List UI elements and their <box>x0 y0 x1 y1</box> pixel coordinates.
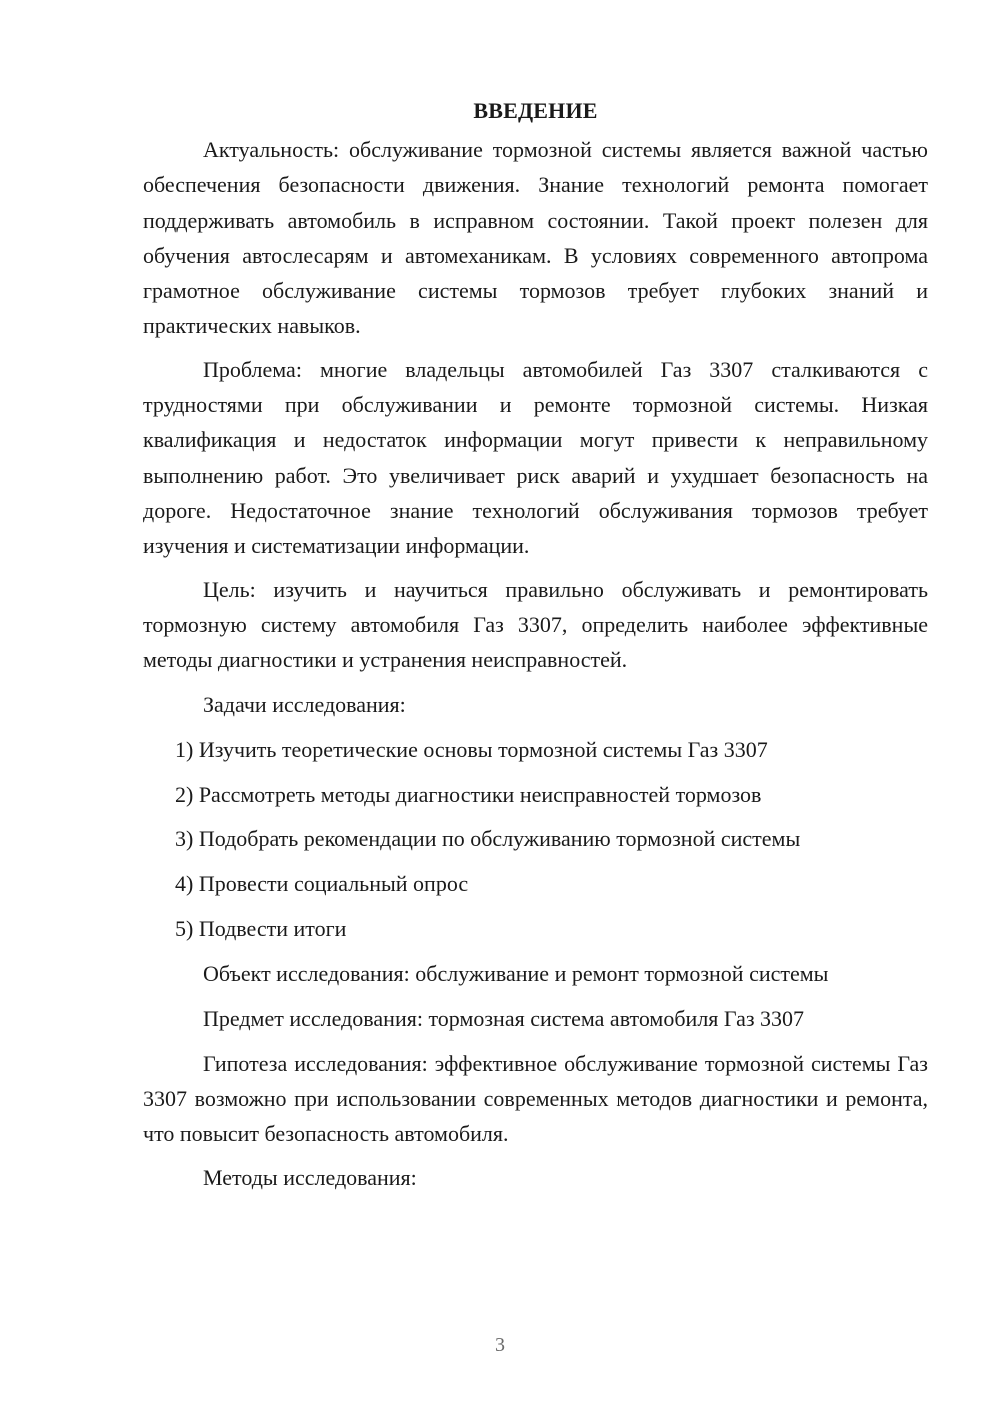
list-item: 1) Изучить теоретические основы тормозной системы Газ 3307 <box>175 736 768 762</box>
page-number: 3 <box>495 1334 505 1356</box>
list-item: 4) Провести социальный опрос <box>175 871 469 897</box>
object-paragraph: Объект исследования: обслуживание и ремонт тормозной системы <box>203 961 829 987</box>
list-item: 3) Подобрать рекомендации по обслуживанию тормозной системы <box>175 826 801 852</box>
page-title: ВВЕДЕНИЕ <box>473 98 598 123</box>
problem-paragraph: Проблема: многие владельцы автомобилей Газ 3307 сталкиваются с трудностями при обслуживании и ремонте тормозной системы. Низкая квалификация и недостаток информации могут привести к неправильному выполнению работ. Это увеличивает риск аварий и ухудшает безопасность на дороге. Недостаточное знание технологий обслуживания тормозов требует изучения и систематизации информации. <box>143 357 928 559</box>
relevance-paragraph: Актуальность: обслуживание тормозной системы является важной частью обеспечения безопасности движения. Знание технологий ремонта помогает поддерживать автомобиль в исправном состоянии. Такой проект полезен для обучения автослесарям и автомеханикам. В условиях современного автопрома грамотное обслуживание системы тормозов требует глубоких знаний и практических навыков. <box>143 137 928 339</box>
document-page <box>143 93 928 1204</box>
methods-heading: Методы исследования: <box>203 1164 417 1190</box>
list-item: 5) Подвести итоги <box>175 916 347 942</box>
subject-paragraph: Предмет исследования: тормозная система автомобиля Газ 3307 <box>203 1005 805 1031</box>
goal-paragraph: Цель: изучить и научиться правильно обслуживать и ремонтировать тормозную систему автомобиля Газ 3307, определить наиболее эффективные методы диагностики и устранения неисправностей. <box>143 576 928 673</box>
tasks-list <box>143 732 928 947</box>
list-item: 2) Рассмотреть методы диагностики неисправностей тормозов <box>175 781 762 807</box>
tasks-heading: Задачи исследования: <box>203 691 406 717</box>
hypothesis-paragraph: Гипотеза исследования: эффективное обслуживание тормозной системы Газ 3307 возможно при использовании современных методов диагностики и ремонта, что повысит безопасность автомобиля. <box>143 1050 928 1146</box>
